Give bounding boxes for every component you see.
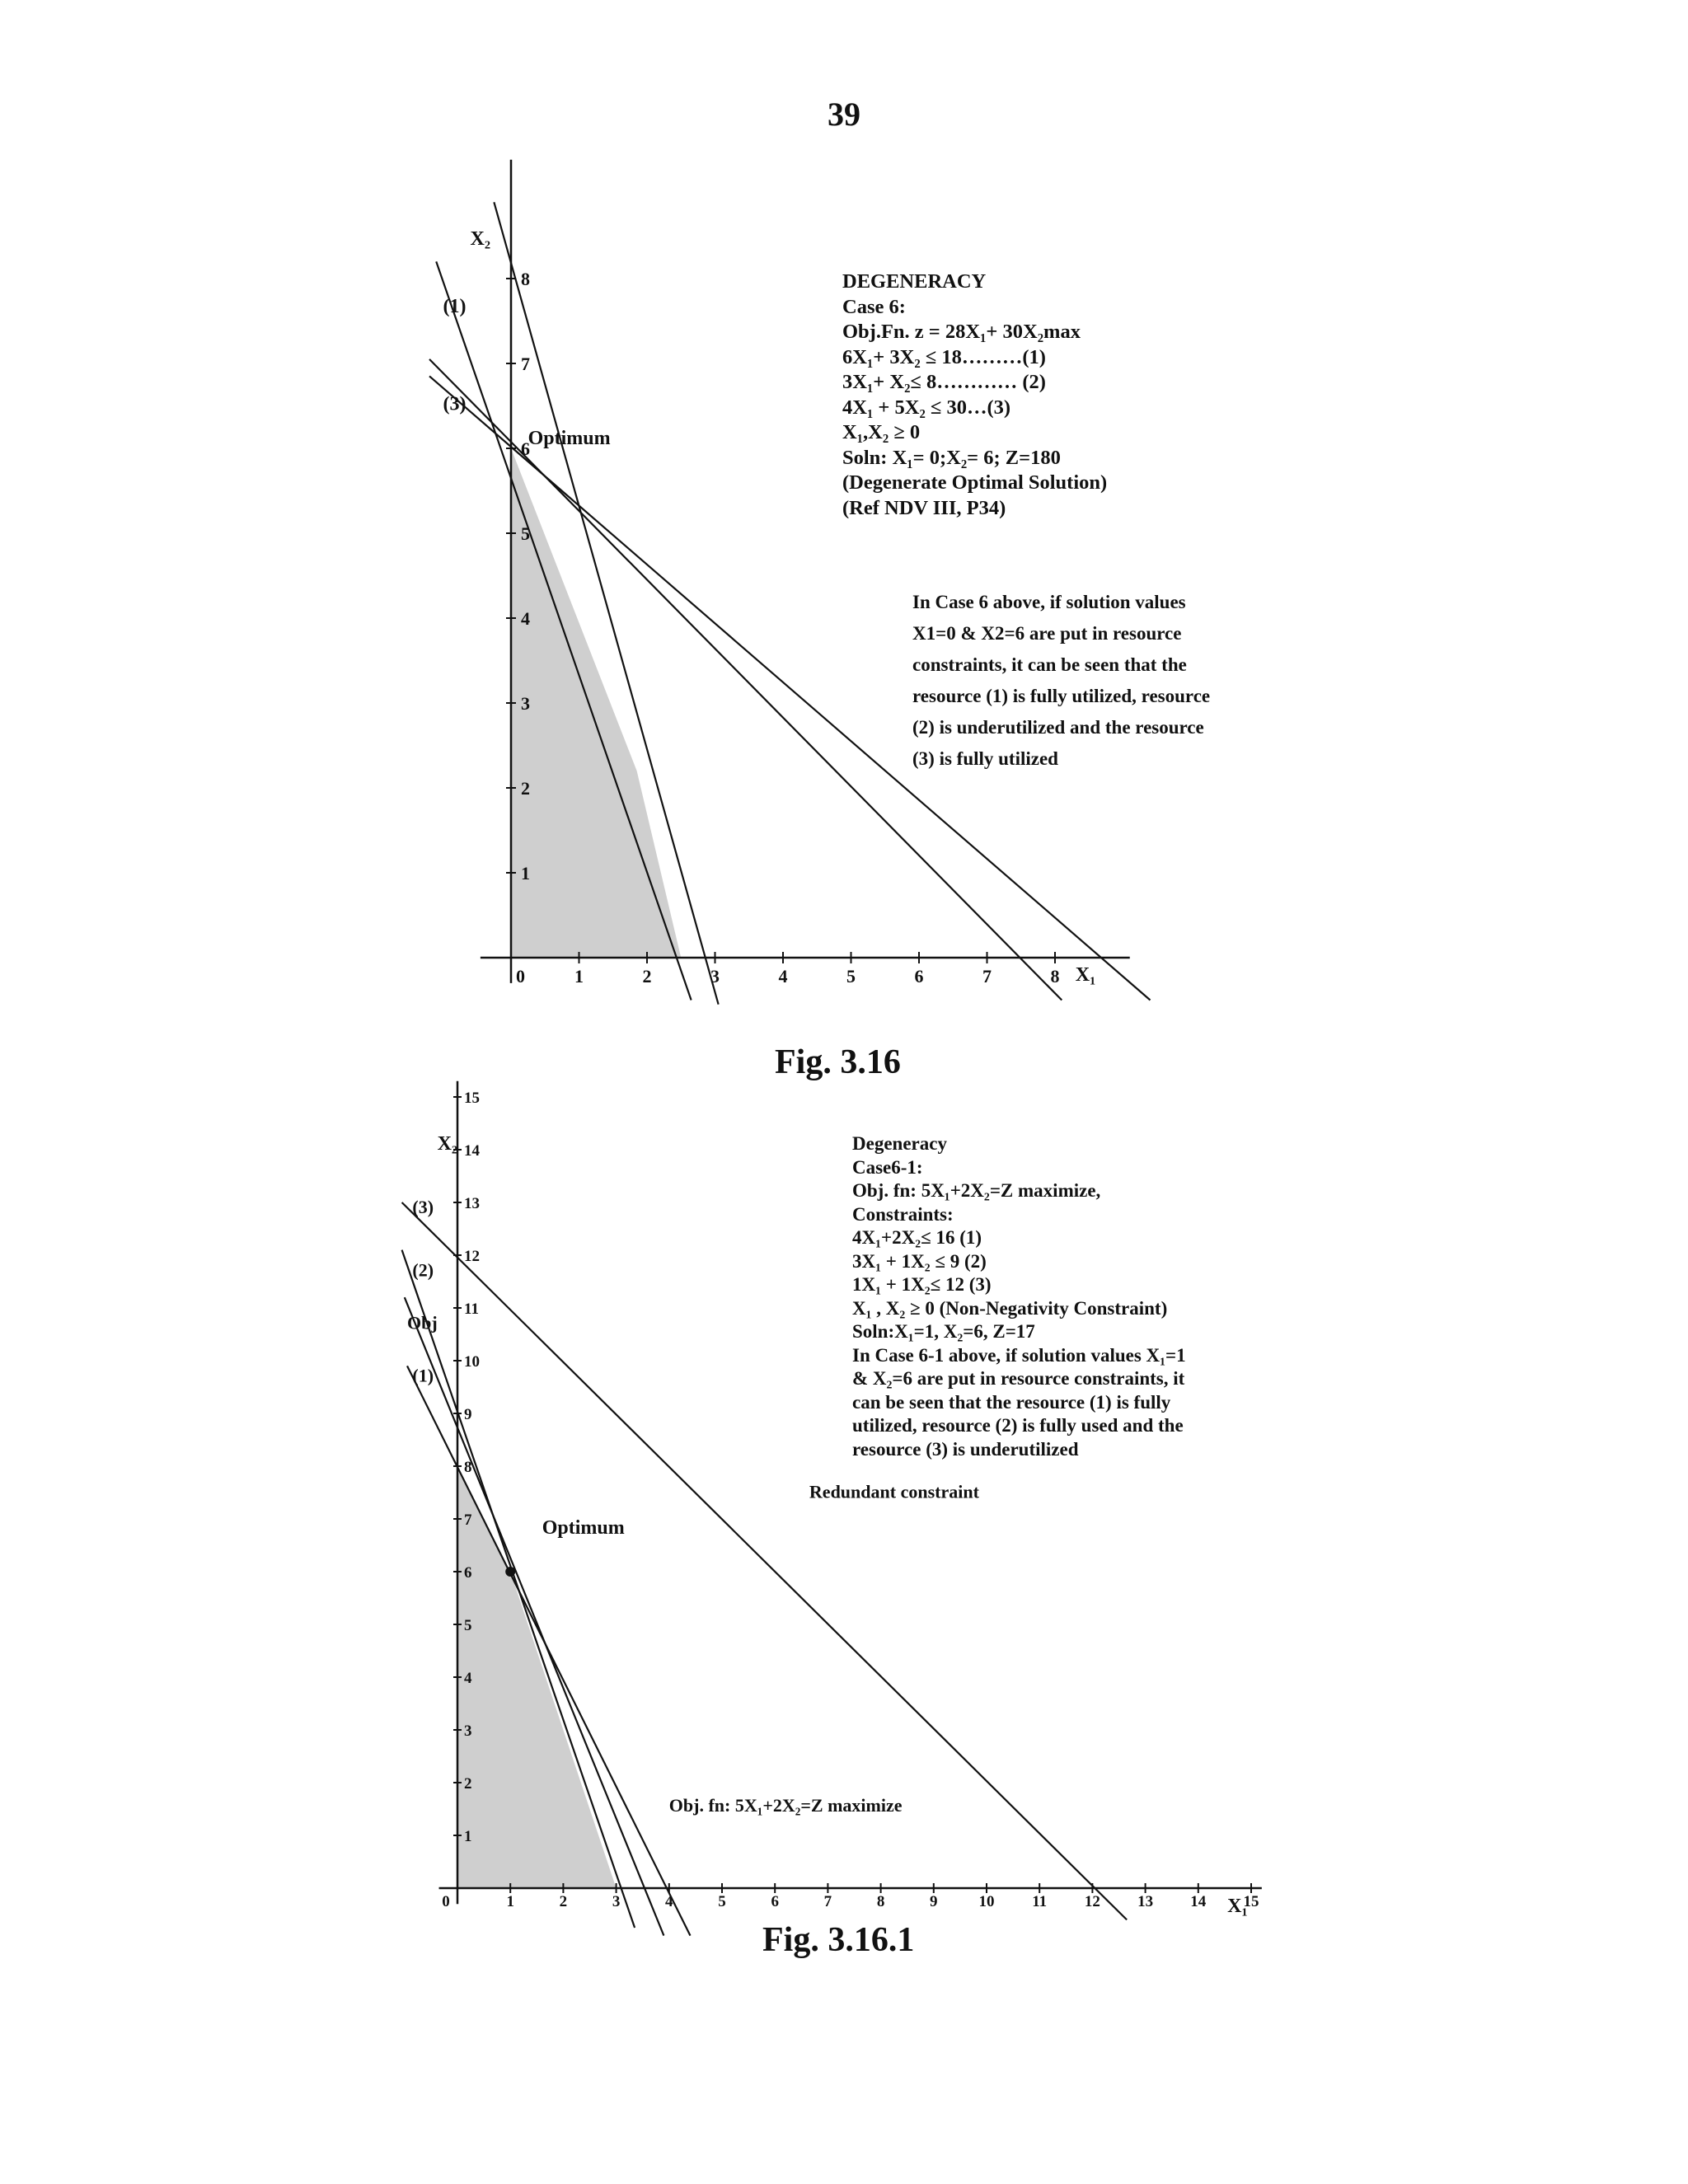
y-tick-label: 6: [521, 438, 530, 459]
info-line: 3X₁+ X₂≤ 8………… (2): [842, 371, 1046, 393]
objective-line-label: Obj: [407, 1312, 438, 1333]
info-line: 6X₁+ 3X₂ ≤ 18………(1): [842, 345, 1046, 368]
info-line: can be seen that the resource (1) is fully: [852, 1391, 1171, 1413]
y-tick-label: 2: [521, 778, 530, 799]
info-line: Case6-1:: [852, 1156, 923, 1178]
info-line: resource (3) is underutilized: [852, 1438, 1079, 1460]
x-tick-label: 0: [442, 1893, 450, 1910]
figure2-problem-statement: [852, 1132, 1186, 1461]
x-tick-label: 7: [982, 966, 992, 987]
info-line: 4X₁ + 5X₂ ≤ 30…(3): [842, 396, 1011, 419]
x-tick-label: 9: [930, 1893, 938, 1910]
info-line: utilized, resource (2) is fully used and the: [852, 1415, 1184, 1436]
x-axis-label: X₁: [1227, 1895, 1248, 1917]
note-line: In Case 6 above, if solution values: [912, 592, 1186, 612]
note-line: (2) is underutilized and the resource: [912, 717, 1204, 738]
x-tick-label: 1: [506, 1893, 514, 1910]
y-tick-label: 5: [521, 523, 530, 544]
info-line: Degeneracy: [852, 1133, 947, 1154]
x-tick-label: 0: [516, 966, 525, 987]
y-tick-label: 4: [464, 1670, 472, 1687]
y-tick-label: 12: [464, 1248, 480, 1265]
x-tick-label: 11: [1032, 1893, 1048, 1910]
constraint-label-2: (2): [412, 1259, 434, 1281]
redundant-constraint-label: Redundant constraint: [809, 1481, 979, 1502]
info-line: X₁ , X₂ ≥ 0 (Non-Negativity Constraint): [852, 1297, 1168, 1319]
y-axis-label: X₂: [470, 227, 491, 250]
x-axis-label: X₁: [1075, 963, 1096, 986]
x-tick-label: 5: [718, 1893, 726, 1910]
info-line: (Degenerate Optimal Solution): [842, 471, 1108, 494]
optimum-point: [505, 1567, 515, 1577]
x-tick-label: 6: [914, 966, 924, 987]
info-line: In Case 6-1 above, if solution values X₁=1: [852, 1344, 1186, 1366]
constraint-label-1: (1): [443, 296, 467, 318]
x-tick-label: 8: [876, 1893, 885, 1910]
optimum-label: Optimum: [528, 427, 611, 449]
y-tick-label: 4: [521, 608, 530, 629]
info-line: Case 6:: [842, 295, 906, 318]
y-tick-label: 8: [521, 269, 530, 289]
x-tick-label: 13: [1137, 1893, 1154, 1910]
info-line: Obj.Fn. z = 28X₁+ 30X₂max: [842, 321, 1081, 343]
y-tick-label: 9: [464, 1406, 472, 1423]
y-tick-label: 2: [464, 1775, 472, 1793]
x-tick-label: 15: [1243, 1893, 1259, 1910]
info-line: Obj. fn: 5X₁+2X₂=Z maximize,: [852, 1180, 1101, 1201]
y-tick-label: 15: [464, 1090, 480, 1107]
y-axis-label: X₂: [437, 1133, 458, 1155]
info-line: 1X₁ + 1X₂≤ 12 (3): [852, 1274, 992, 1295]
x-tick-label: 3: [612, 1893, 621, 1910]
y-tick-label: 8: [464, 1459, 472, 1476]
y-tick-label: 3: [464, 1722, 472, 1740]
y-tick-label: 13: [464, 1195, 480, 1212]
x-tick-label: 8: [1050, 966, 1060, 987]
x-tick-label: 4: [778, 966, 788, 987]
figure1-caption: Fig. 3.16: [775, 1043, 901, 1081]
y-tick-label: 7: [521, 354, 530, 374]
y-tick-label: 6: [464, 1564, 472, 1582]
x-tick-label: 14: [1190, 1893, 1207, 1910]
info-line: 4X₁+2X₂≤ 16 (1): [852, 1227, 982, 1248]
y-tick-label: 10: [464, 1353, 480, 1371]
objective-function-label: Obj. fn: 5X₁+2X₂=Z maximize: [668, 1795, 903, 1816]
constraint-label-1: (1): [412, 1365, 434, 1386]
optimum-label: Optimum: [542, 1516, 625, 1539]
x-tick-label: 5: [846, 966, 856, 987]
info-line: DEGENERACY: [842, 270, 987, 293]
y-tick-label: 1: [464, 1828, 472, 1845]
x-tick-label: 3: [710, 966, 720, 987]
info-line: Constraints:: [852, 1203, 954, 1225]
info-line: (Ref NDV III, P34): [842, 496, 1006, 519]
x-tick-label: 2: [642, 966, 652, 987]
constraint-label-3: (3): [443, 393, 467, 415]
x-tick-label: 6: [771, 1893, 779, 1910]
info-line: & X₂=6 are put in resource constraints, it: [852, 1368, 1185, 1389]
x-tick-label: 7: [823, 1893, 832, 1910]
y-tick-label: 5: [464, 1617, 472, 1634]
x-tick-label: 4: [665, 1893, 673, 1910]
x-tick-label: 12: [1084, 1893, 1100, 1910]
note-line: constraints, it can be seen that the: [912, 654, 1187, 675]
info-line: Soln:X₁=1, X₂=6, Z=17: [852, 1321, 1035, 1342]
y-tick-label: 1: [521, 863, 530, 883]
y-tick-label: 11: [464, 1301, 479, 1318]
constraint-label-3: (3): [412, 1196, 434, 1217]
note-line: (3) is fully utilized: [912, 748, 1058, 769]
y-tick-label: 7: [464, 1511, 472, 1529]
note-line: resource (1) is fully utilized, resource: [912, 686, 1211, 706]
x-tick-label: 2: [559, 1893, 568, 1910]
note-line: X1=0 & X2=6 are put in resource: [912, 623, 1182, 644]
figure2-caption: Fig. 3.16.1: [762, 1921, 915, 1959]
x-tick-label: 10: [978, 1893, 995, 1910]
y-tick-label: 3: [521, 693, 530, 714]
page-number: 39: [828, 96, 860, 133]
x-tick-label: 1: [574, 966, 584, 987]
info-line: Soln: X₁= 0;X₂= 6; Z=180: [842, 446, 1061, 469]
info-line: 3X₁ + 1X₂ ≤ 9 (2): [852, 1250, 987, 1272]
info-line: X₁,X₂ ≥ 0: [842, 421, 921, 443]
y-tick-label: 14: [464, 1142, 480, 1160]
